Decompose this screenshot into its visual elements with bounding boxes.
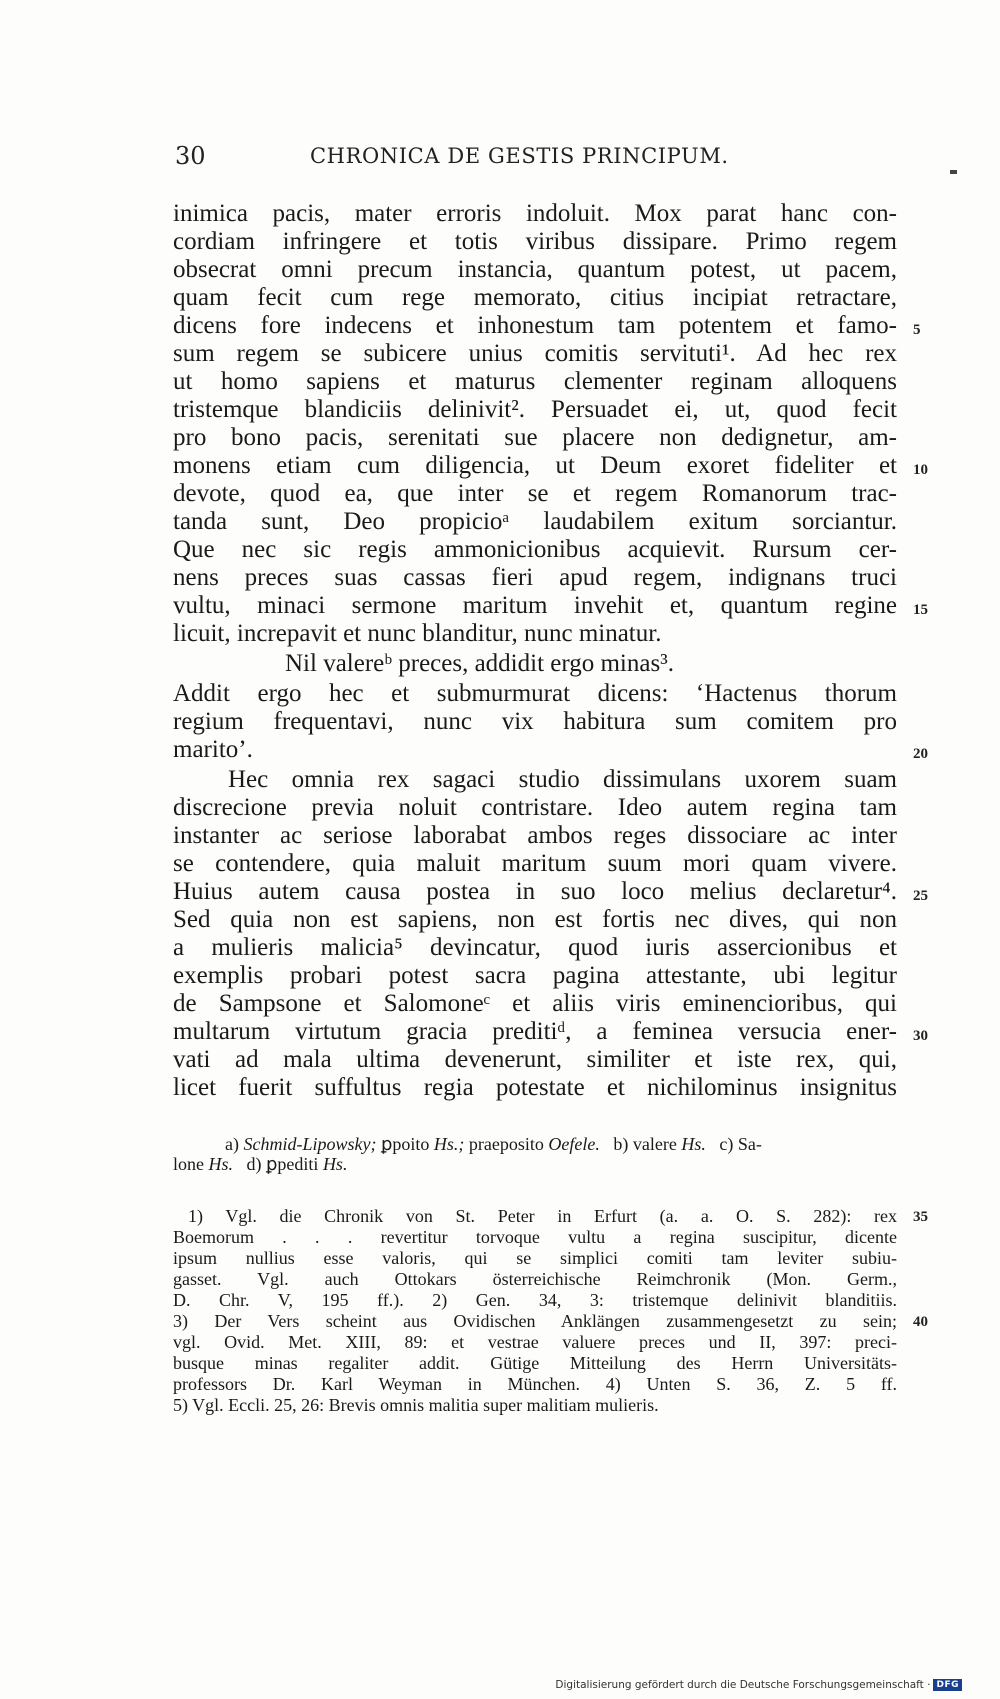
dfg-logo: DFG (933, 1679, 962, 1691)
line-number: 15 (913, 602, 928, 618)
apparatus-text: Hs.; (433, 1134, 465, 1154)
apparatus-text: Hs. (681, 1134, 706, 1154)
line-number: 5 (913, 322, 921, 338)
apparatus-line (173, 1154, 897, 1174)
footnote-line: 5) Vgl. Eccli. 25, 26: Brevis omnis malitia super malitiam mulieris. (173, 1395, 659, 1415)
text-line: licet fuerit suffultus regia potestate et nichilominus insignitus (173, 1074, 897, 1101)
text-line: licuit, increpavit et nunc blanditur, nunc minatur. (173, 620, 662, 647)
line-number: 30 (913, 1028, 928, 1044)
text-line: regium frequentavi, nunc vix habitura sum comitem pro (173, 708, 897, 735)
text-line: devote, quod ea, que inter se et regem Romanorum trac- (173, 480, 897, 507)
verse-line: Nil valereᵇ preces, addidit ergo minas³. (285, 650, 674, 677)
text-line: quam fecit cum rege memorato, citius incipiat retractare, (173, 284, 897, 311)
line-number: 35 (913, 1209, 928, 1225)
text-line: marito’. (173, 736, 253, 763)
text-line: Hec omnia rex sagaci studio dissimulans uxorem suam (228, 766, 897, 793)
apparatus-text: d) ꝑpediti (233, 1154, 323, 1174)
text-line: obsecrat omni precum instancia, quantum potest, ut pacem, (173, 256, 897, 283)
text-line: de Sampsone et Salomoneᶜ et aliis viris eminencioribus, qui (173, 990, 897, 1017)
footnote-line: professors Dr. Karl Weyman in München. 4) Unten S. 36, Z. 5 ff. (173, 1374, 897, 1394)
apparatus-text: Schmid-Lipowsky; (243, 1134, 377, 1154)
line-number: 40 (913, 1314, 928, 1330)
text-line: pro bono pacis, serenitati sue placere non dedignetur, am- (173, 424, 897, 451)
apparatus-text: Hs. (208, 1154, 234, 1174)
text-line: Addit ergo hec et submurmurat dicens: ‘Hactenus thorum (173, 680, 897, 707)
footnote-line: Boemorum . . . revertitur torvoque vultu a regina suscipitur, dicente (173, 1227, 897, 1247)
text-line: multarum virtutum gracia preditiᵈ, a feminea versucia ener- (173, 1018, 897, 1045)
text-line: monens etiam cum diligencia, ut Deum exoret fideliter et (173, 452, 897, 479)
footnote-line: ipsum nullius esse valoris, qui se simplici comiti tam leviter subiu- (173, 1248, 897, 1268)
text-line: cordiam infringere et totis viribus dissipare. Primo regem (173, 228, 897, 255)
text-line: discrecione previa noluit contristare. Ideo autem regina tam (173, 794, 897, 821)
text-line: exemplis probari potest sacra pagina attestante, ubi legitur (173, 962, 897, 989)
apparatus-text: Oefele. (548, 1134, 600, 1154)
footnote-line: busque minas regaliter addit. Gütige Mitteilung des Herrn Universitäts- (173, 1353, 897, 1373)
digitization-credit (555, 1679, 962, 1691)
apparatus-text: b) valere (599, 1134, 682, 1154)
text-line: vultu, minaci sermone maritum invehit et, quantum regine (173, 592, 897, 619)
text-line: vati ad mala ultima devenerunt, similiter et iste rex, qui, (173, 1046, 897, 1073)
text-line: tristemque blandiciis delinivit². Persuadet ei, ut, quod fecit (173, 396, 897, 423)
footnote-line: gasset. Vgl. auch Ottokars österreichische Reimchronik (Mon. Germ., (173, 1269, 897, 1289)
line-number: 25 (913, 888, 928, 904)
line-number: 20 (913, 746, 928, 762)
text-line: dicens fore indecens et inhonestum tam potentem et famo- (173, 312, 897, 339)
running-title: CHRONICA DE GESTIS PRINCIPUM. (310, 144, 729, 168)
apparatus-text: Hs. (322, 1154, 348, 1174)
text-line: Sed quia non est sapiens, non est fortis nec dives, qui non (173, 906, 897, 933)
text-line: instanter ac seriose laborabat ambos reges dissociare ac inter (173, 822, 897, 849)
text-line: se contendere, quia maluit maritum suum mori quam vivere. (173, 850, 897, 877)
text-line: nens preces suas cassas fieri apud regem, indignans truci (173, 564, 897, 591)
footnote-line: 1) Vgl. die Chronik von St. Peter in Erfurt (a. a. O. S. 282): rex (188, 1206, 897, 1226)
apparatus-text: lone (173, 1154, 209, 1174)
footnote-line: 3) Der Vers scheint aus Ovidischen Anklängen zusammengesetzt zu sein; (173, 1311, 897, 1331)
text-line: Que nec sic regis ammonicionibus acquievit. Rursum cer- (173, 536, 897, 563)
scan-mark (950, 170, 957, 174)
apparatus-line (225, 1134, 949, 1154)
apparatus-text: c) Sa- (705, 1134, 762, 1154)
line-number: 10 (913, 462, 928, 478)
apparatus-text: praeposito (464, 1134, 549, 1154)
text-line: a mulieris malicia⁵ devincatur, quod iuris assercionibus et (173, 934, 897, 961)
text-line: Huius autem causa postea in suo loco melius declaretur⁴. (173, 878, 897, 905)
footnote-line: D. Chr. V, 195 ff.). 2) Gen. 34, 3: tristemque delinivit blanditiis. (173, 1290, 897, 1310)
text-line: ut homo sapiens et maturus clementer reginam alloquens (173, 368, 897, 395)
footnote-line: vgl. Ovid. Met. XIII, 89: et vestrae valuere preces und II, 397: preci- (173, 1332, 897, 1352)
text-line: sum regem se subicere unius comitis servituti¹. Ad hec rex (173, 340, 897, 367)
text-line: inimica pacis, mater erroris indoluit. Mox parat hanc con- (173, 200, 897, 227)
page-number: 30 (175, 142, 206, 170)
credit-text: Digitalisierung gefördert durch die Deutsche Forschungsgemeinschaft · (555, 1679, 931, 1691)
apparatus-text: a) (225, 1134, 244, 1154)
apparatus-text: ꝑpoito (376, 1134, 434, 1154)
page-header (175, 142, 895, 172)
text-line: tanda sunt, Deo propicioᵃ laudabilem exitum sorciantur. (173, 508, 897, 535)
